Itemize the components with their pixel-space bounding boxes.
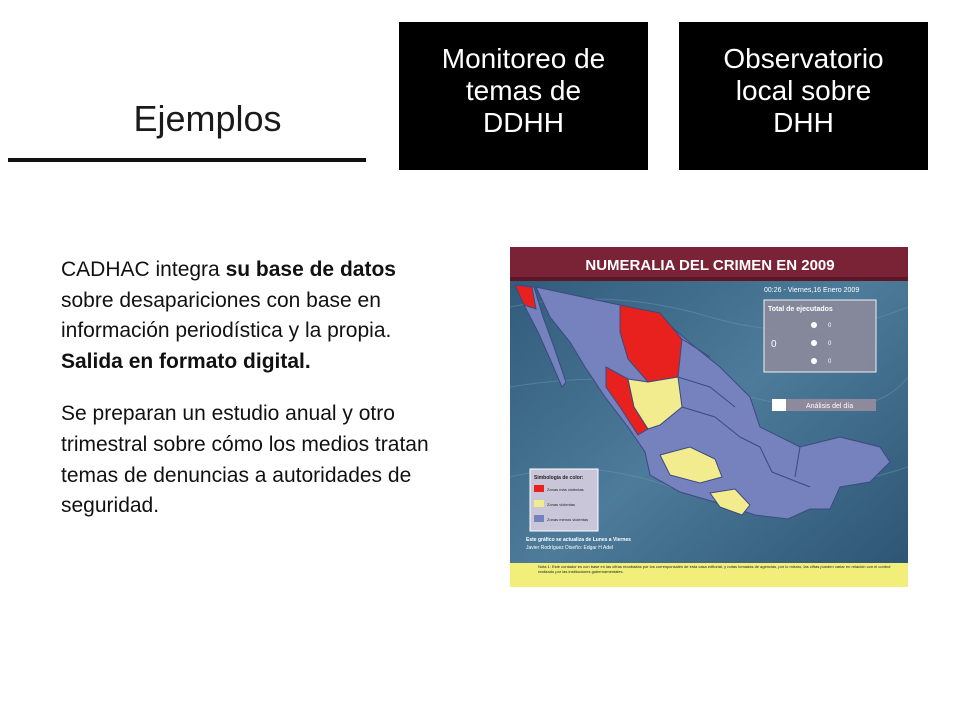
paragraph-2: Se preparan un estudio anual y otro trimestral sobre cómo los medios tratan temas de denuncias a autoridades de seguridad. bbox=[61, 402, 429, 518]
legend-swatch-red bbox=[534, 485, 544, 492]
p1-text-b: sobre desapariciones con base en información periodística y la propia. bbox=[61, 288, 392, 343]
counter-big-value: 0 bbox=[771, 339, 777, 350]
box-observatorio-line-1: Observatorio bbox=[723, 43, 884, 74]
counter-value-3: 0 bbox=[828, 359, 832, 365]
counter-value-2: 0 bbox=[828, 341, 832, 347]
title-underline bbox=[8, 158, 366, 162]
crime-infographic bbox=[510, 247, 908, 587]
p1-text-a: CADHAC integra bbox=[61, 258, 226, 281]
box-monitoreo bbox=[399, 22, 648, 170]
paragraph-1 bbox=[61, 255, 451, 377]
box-observatorio bbox=[679, 22, 928, 170]
counter-title: Total de ejecutados bbox=[768, 306, 833, 313]
person-icon bbox=[811, 322, 817, 328]
datetime: 00:26 - Viernes,16 Enero 2009 bbox=[764, 287, 860, 294]
analysis-icon bbox=[772, 399, 786, 411]
legend-swatch-yellow bbox=[534, 500, 544, 507]
box-observatorio-line-2: local sobre bbox=[735, 75, 872, 106]
slide-title: Ejemplos bbox=[133, 98, 282, 139]
body-text bbox=[61, 255, 451, 544]
box-monitoreo-line-1: Monitoreo de bbox=[441, 43, 606, 74]
banner-title: NUMERALIA DEL CRIMEN EN 2009 bbox=[585, 257, 835, 274]
footer-note: Nota 1: Este contador es con base en las cifras recabadas por los corresponsales de esta casa editorial, y notas tomadas de agencias, por lo mismo, las cifras pueden variar en relación con el control realizado por las instituciones gubernamentales. bbox=[538, 564, 891, 574]
credits: Javier Rodríguez Diseño: Edgar H Adel bbox=[526, 545, 613, 551]
person-icon bbox=[811, 358, 817, 364]
legend-swatch-blue bbox=[534, 515, 544, 522]
analysis-label: Análisis del día bbox=[806, 403, 854, 410]
box-monitoreo-line-3: DDHH bbox=[483, 107, 564, 138]
box-monitoreo-line-2: temas de bbox=[465, 75, 582, 106]
p1-bold-a: su base de datos bbox=[225, 258, 396, 281]
legend-label-1: Zonas más violentas bbox=[547, 487, 584, 492]
person-icon bbox=[811, 340, 817, 346]
counter-value-1: 0 bbox=[828, 323, 832, 329]
legend-label-2: Zonas violentas bbox=[547, 502, 576, 507]
p1-bold-b: Salida en formato digital. bbox=[61, 349, 311, 373]
update-note: Este gráfico se actualiza de Lunes a Viernes bbox=[526, 537, 631, 543]
legend-title: Simbología de color: bbox=[534, 475, 584, 481]
legend-label-3: Zonas menos violentas bbox=[547, 517, 589, 522]
box-observatorio-line-3: DHH bbox=[773, 107, 834, 138]
